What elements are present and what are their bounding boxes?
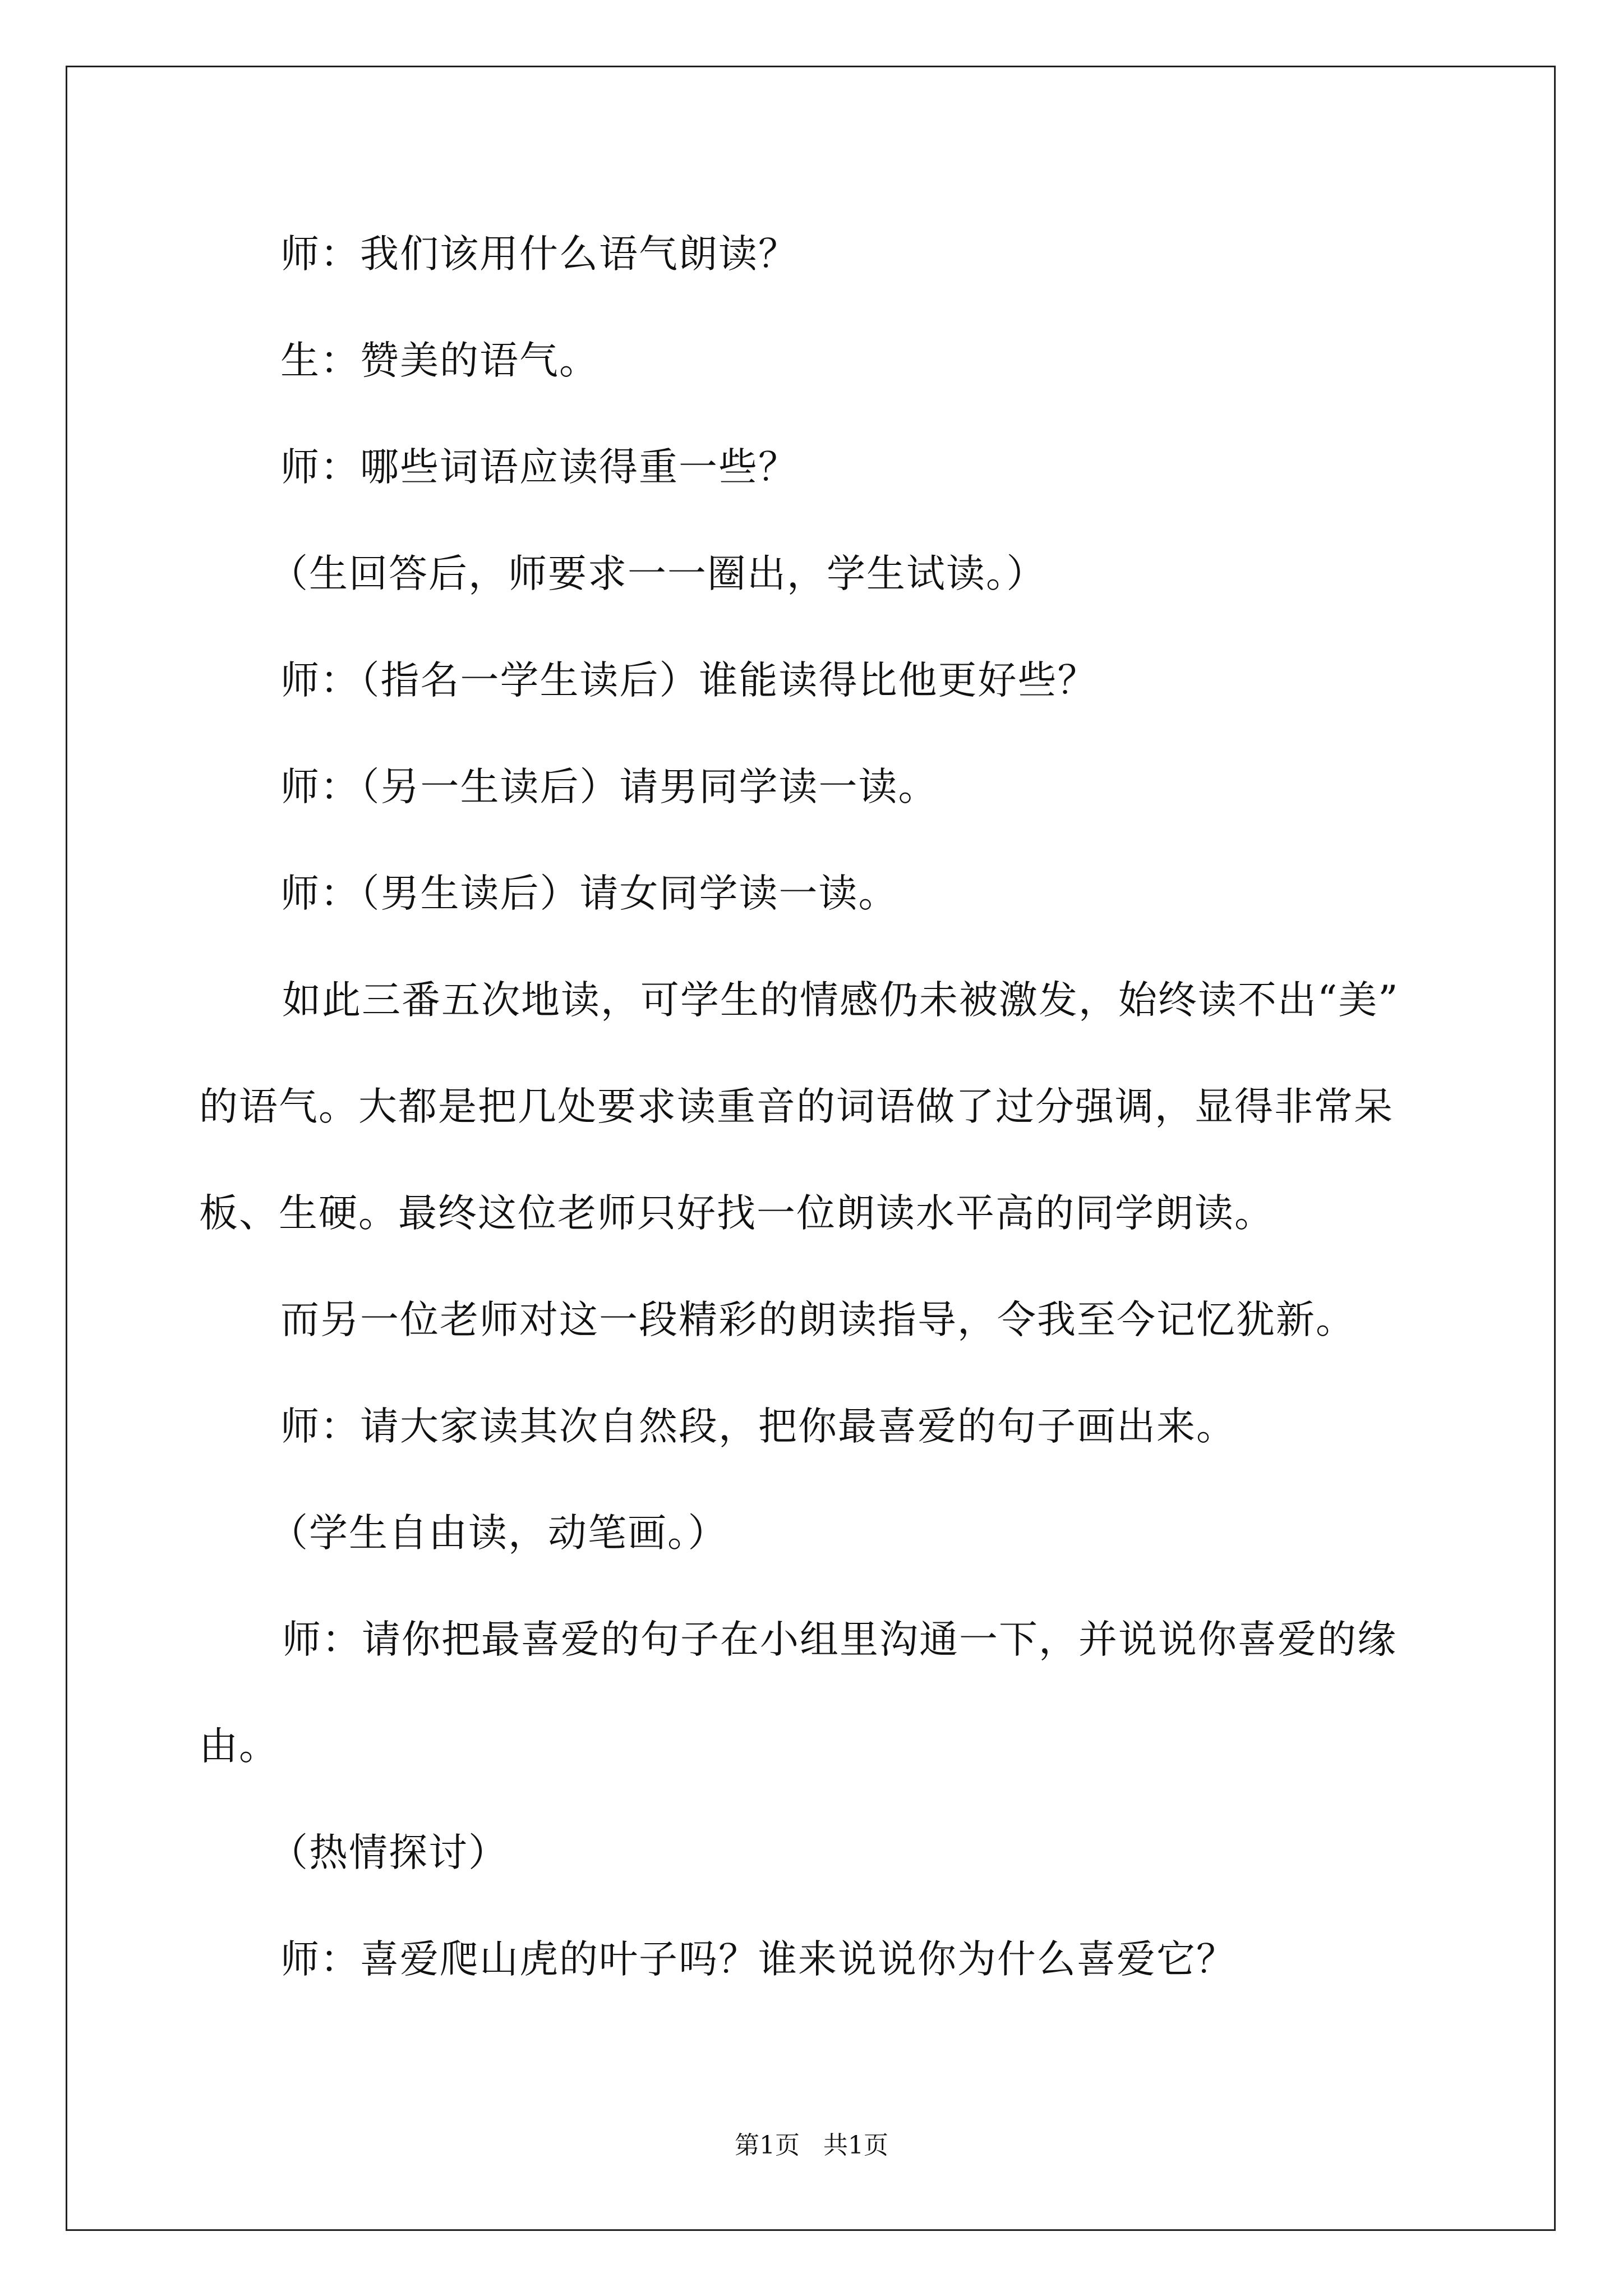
paragraph-7: 师：（男生读后）请女同学读一读。 [280, 871, 898, 916]
paragraph-12-line-1: 师：请你把最喜爱的句子在小组里沟通一下，并说说你喜爱的缘 [282, 1617, 1397, 1662]
paragraph-4: （生回答后，师要求一一圈出，学生试读。） [269, 551, 1046, 596]
paragraph-12 [199, 1614, 1455, 1772]
paragraph-6: 师：（另一生读后）请男同学读一读。 [280, 765, 938, 809]
paragraph-3: 师：哪些词语应读得重一些？ [280, 445, 798, 490]
paragraph-11: （学生自由读，动笔画。） [269, 1511, 728, 1556]
paragraph-8 [199, 975, 1455, 1239]
paragraph-8-line-2: 的语气。大都是把几处要求读重音的词语做了过分强调，显得非常呆 [199, 1084, 1394, 1129]
paragraph-9: 而另一位老师对这一段精彩的朗读指导，令我至今记忆犹新。 [280, 1297, 1355, 1342]
paragraph-14: 师：喜爱爬山虎的叶子吗？谁来说说你为什么喜爱它？ [280, 1937, 1236, 1982]
paragraph-8-line-1: 如此三番五次地读，可学生的情感仍未被激发，始终读不出“美” [282, 978, 1399, 1023]
paragraph-1: 师：我们该用什么语气朗读？ [280, 232, 798, 277]
paragraph-2: 生：赞美的语气。 [280, 338, 599, 383]
paragraph-12-line-2: 由。 [199, 1724, 279, 1769]
paragraph-10: 师：请大家读其次自然段，把你最喜爱的句子画出来。 [280, 1404, 1236, 1449]
paragraph-5: 师：（指名一学生读后）谁能读得比他更好些？ [280, 658, 1098, 703]
paragraph-8-line-3: 板、生硬。最终这位老师只好找一位朗读水平高的同学朗读。 [199, 1191, 1274, 1236]
paragraph-13: （热情探讨） [269, 1830, 508, 1875]
page-number-footer: 第1页 共1页 [735, 2131, 888, 2160]
